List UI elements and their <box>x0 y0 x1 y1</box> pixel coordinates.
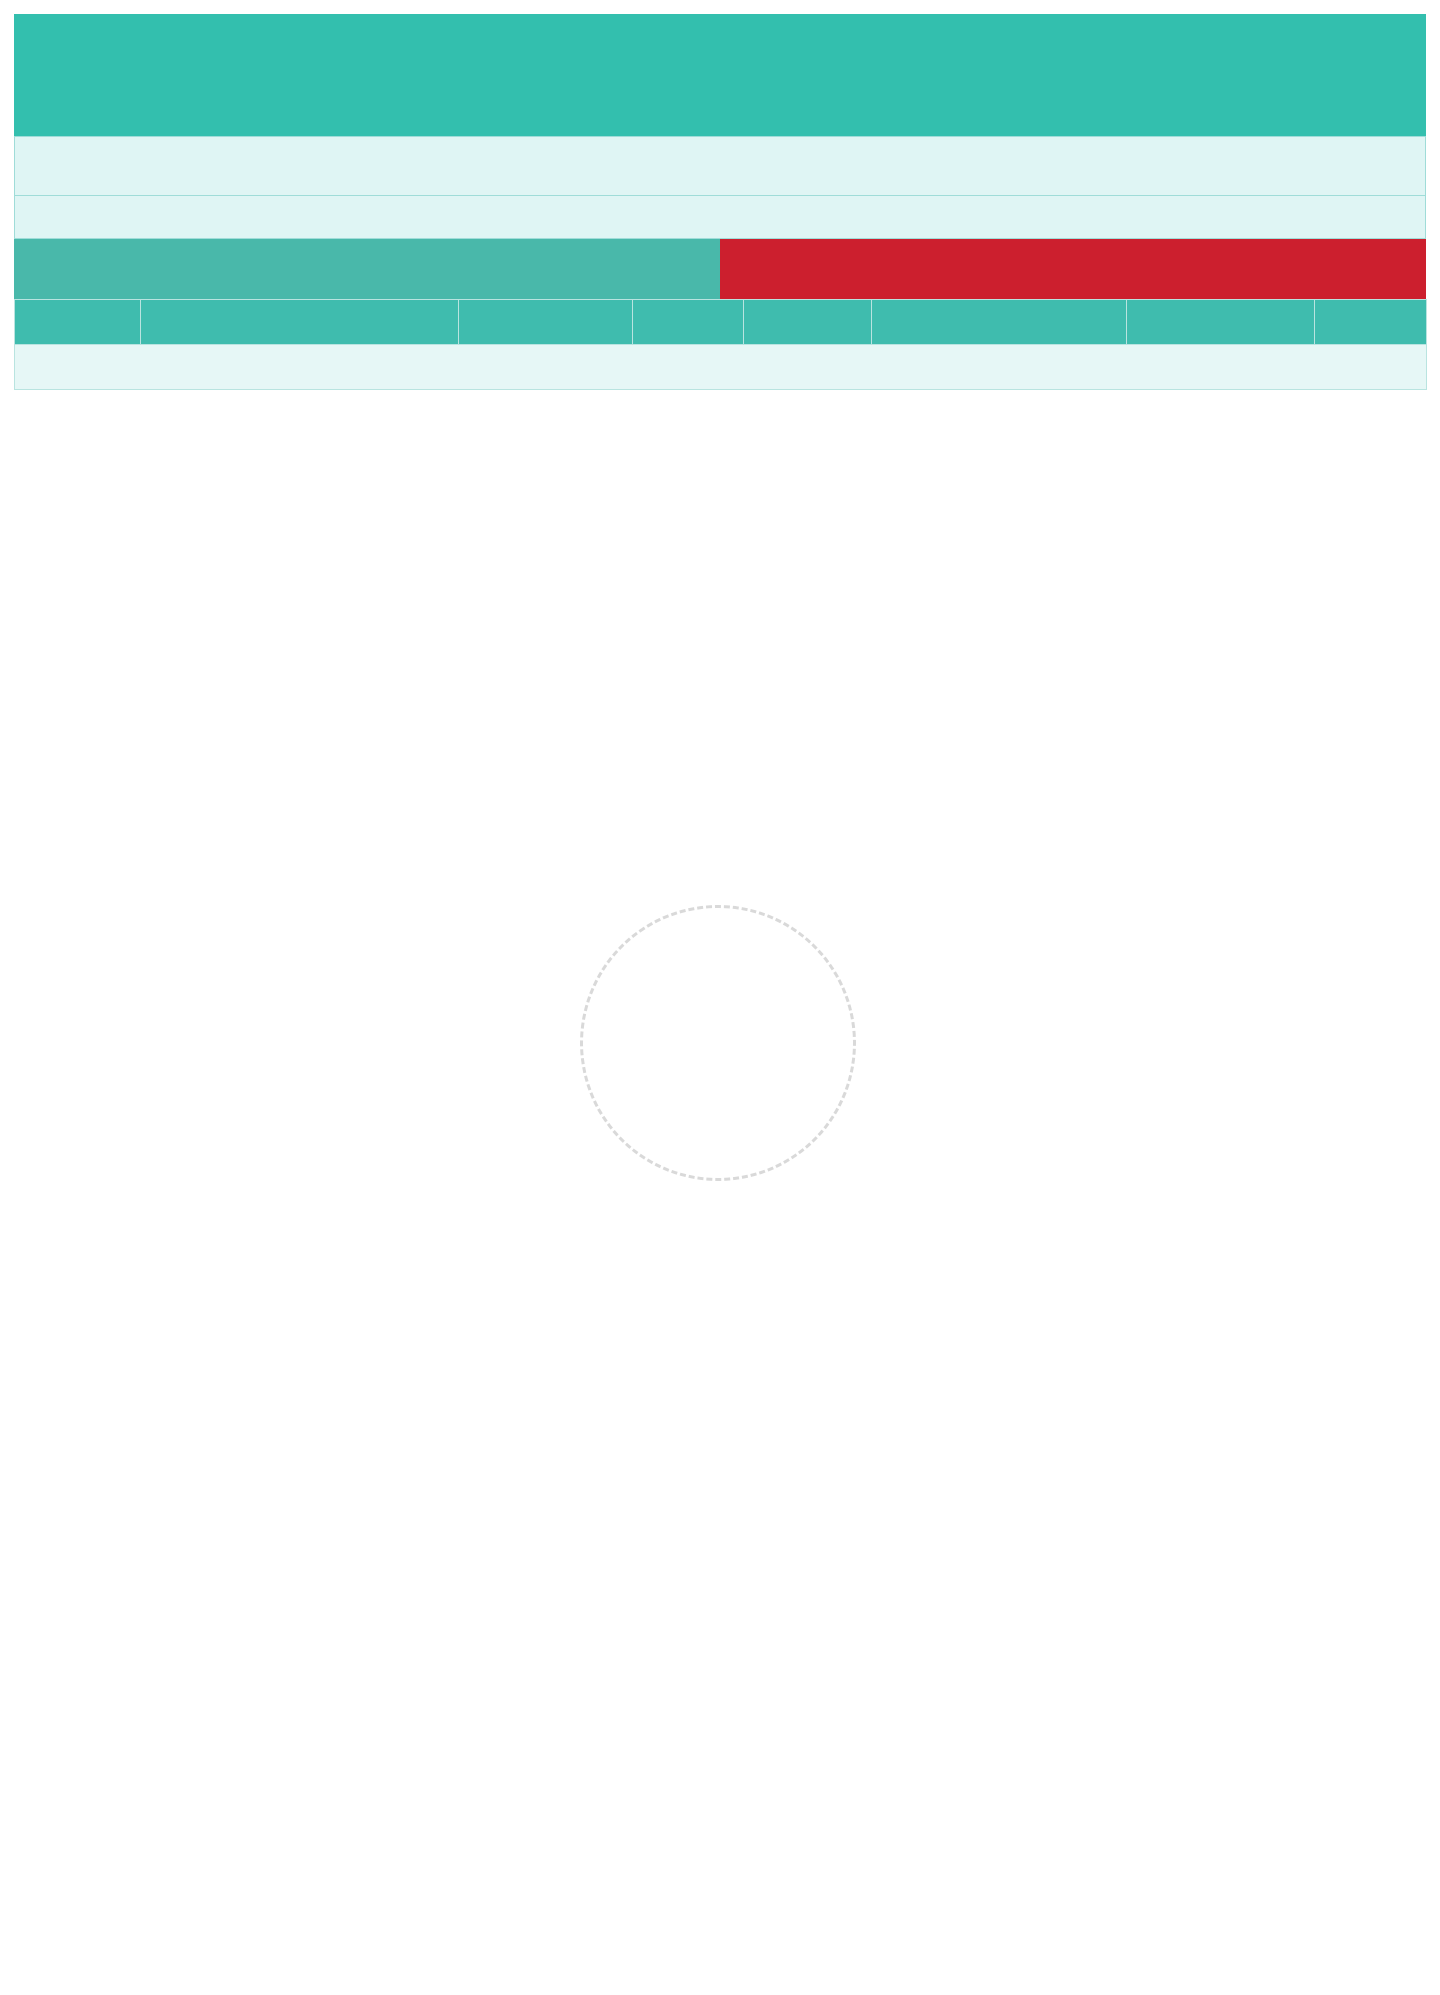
col-rank-women <box>744 300 872 345</box>
other-players-label <box>15 345 1427 390</box>
category-header <box>14 239 1426 299</box>
other-separator <box>15 345 1427 390</box>
ranking-sheet <box>14 14 1426 390</box>
men-singles-label <box>14 239 720 299</box>
col-points-men <box>459 300 633 345</box>
week-label <box>14 136 1426 196</box>
col-player-women <box>872 300 1127 345</box>
page-title <box>14 14 1426 136</box>
ranking-table <box>14 299 1427 390</box>
col-points-women <box>1127 300 1315 345</box>
author-label <box>14 196 1426 239</box>
watermark-stamp <box>526 851 910 1235</box>
col-player-men <box>141 300 459 345</box>
col-rank-men <box>15 300 141 345</box>
col-change-women <box>1315 300 1427 345</box>
table-header-row <box>15 300 1427 345</box>
women-singles-label <box>720 239 1426 299</box>
col-change-men <box>633 300 744 345</box>
